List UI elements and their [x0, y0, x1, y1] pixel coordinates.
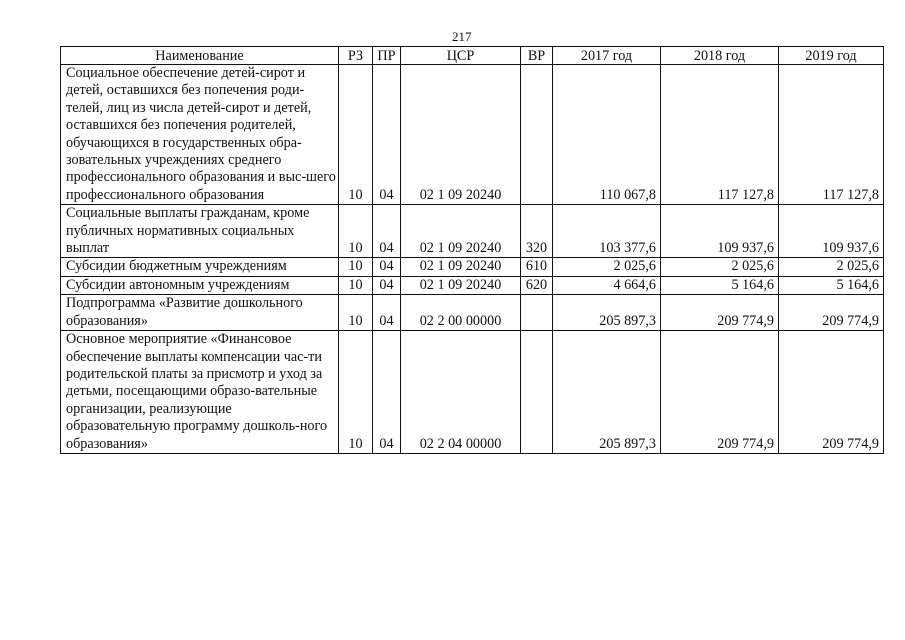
row-2018: 209 774,9 — [661, 331, 779, 454]
header-csr: ЦСР — [401, 47, 521, 65]
row-2017: 4 664,6 — [553, 276, 661, 294]
row-rz: 10 — [339, 205, 373, 258]
row-pr: 04 — [373, 276, 401, 294]
row-csr: 02 1 09 20240 — [401, 65, 521, 205]
row-name: Субсидии бюджетным учреждениям — [61, 258, 339, 276]
table-row — [61, 331, 884, 454]
row-rz: 10 — [339, 295, 373, 331]
row-2018: 5 164,6 — [661, 276, 779, 294]
row-name: Субсидии автономным учреждениям — [61, 276, 339, 294]
row-csr: 02 1 09 20240 — [401, 276, 521, 294]
header-name: Наименование — [61, 47, 339, 65]
row-2019: 5 164,6 — [779, 276, 884, 294]
table-header-row — [61, 47, 884, 65]
row-rz: 10 — [339, 331, 373, 454]
table-row — [61, 205, 884, 258]
row-pr: 04 — [373, 65, 401, 205]
row-2019: 109 937,6 — [779, 205, 884, 258]
row-name: Основное мероприятие «Финансовое обеспечение выплаты компенсации час-ти родительской платы за присмотр и уход за детьми, посещающими образо-вательные организации, реализующие образовательную программу дошколь-ного образования» — [61, 331, 339, 454]
row-rz: 10 — [339, 276, 373, 294]
row-name: Социальное обеспечение детей-сирот и детей, оставшихся без попечения роди-телей, лиц из числа детей-сирот и детей, оставшихся без попечения родителей, обучающихся в государственных обра-зовательных учреждениях среднего профессионального образования и выс-шего профессионального образования — [61, 65, 339, 205]
row-2017: 205 897,3 — [553, 331, 661, 454]
header-2019: 2019 год — [779, 47, 884, 65]
row-vr — [521, 65, 553, 205]
row-rz: 10 — [339, 258, 373, 276]
row-csr: 02 1 09 20240 — [401, 205, 521, 258]
row-2017: 2 025,6 — [553, 258, 661, 276]
row-name: Подпрограмма «Развитие дошкольного образования» — [61, 295, 339, 331]
table-row — [61, 65, 884, 205]
row-vr: 620 — [521, 276, 553, 294]
row-vr: 320 — [521, 205, 553, 258]
row-2018: 117 127,8 — [661, 65, 779, 205]
header-pr: ПР — [373, 47, 401, 65]
table-row — [61, 276, 884, 294]
row-rz: 10 — [339, 65, 373, 205]
table-row — [61, 258, 884, 276]
row-vr — [521, 295, 553, 331]
page-number: 217 — [452, 29, 472, 44]
row-pr: 04 — [373, 205, 401, 258]
header-rz: РЗ — [339, 47, 373, 65]
header-2017: 2017 год — [553, 47, 661, 65]
row-csr: 02 2 00 00000 — [401, 295, 521, 331]
header-vr: ВР — [521, 47, 553, 65]
row-2017: 110 067,8 — [553, 65, 661, 205]
row-2019: 117 127,8 — [779, 65, 884, 205]
row-2019: 2 025,6 — [779, 258, 884, 276]
row-2019: 209 774,9 — [779, 295, 884, 331]
row-vr: 610 — [521, 258, 553, 276]
row-vr — [521, 331, 553, 454]
table-row — [61, 295, 884, 331]
header-2018: 2018 год — [661, 47, 779, 65]
row-csr: 02 1 09 20240 — [401, 258, 521, 276]
row-pr: 04 — [373, 331, 401, 454]
row-2018: 109 937,6 — [661, 205, 779, 258]
row-2018: 209 774,9 — [661, 295, 779, 331]
row-csr: 02 2 04 00000 — [401, 331, 521, 454]
row-2018: 2 025,6 — [661, 258, 779, 276]
row-name: Социальные выплаты гражданам, кроме публичных нормативных социальных выплат — [61, 205, 339, 258]
row-2019: 209 774,9 — [779, 331, 884, 454]
budget-table — [60, 46, 884, 454]
row-pr: 04 — [373, 295, 401, 331]
row-2017: 103 377,6 — [553, 205, 661, 258]
row-pr: 04 — [373, 258, 401, 276]
row-2017: 205 897,3 — [553, 295, 661, 331]
